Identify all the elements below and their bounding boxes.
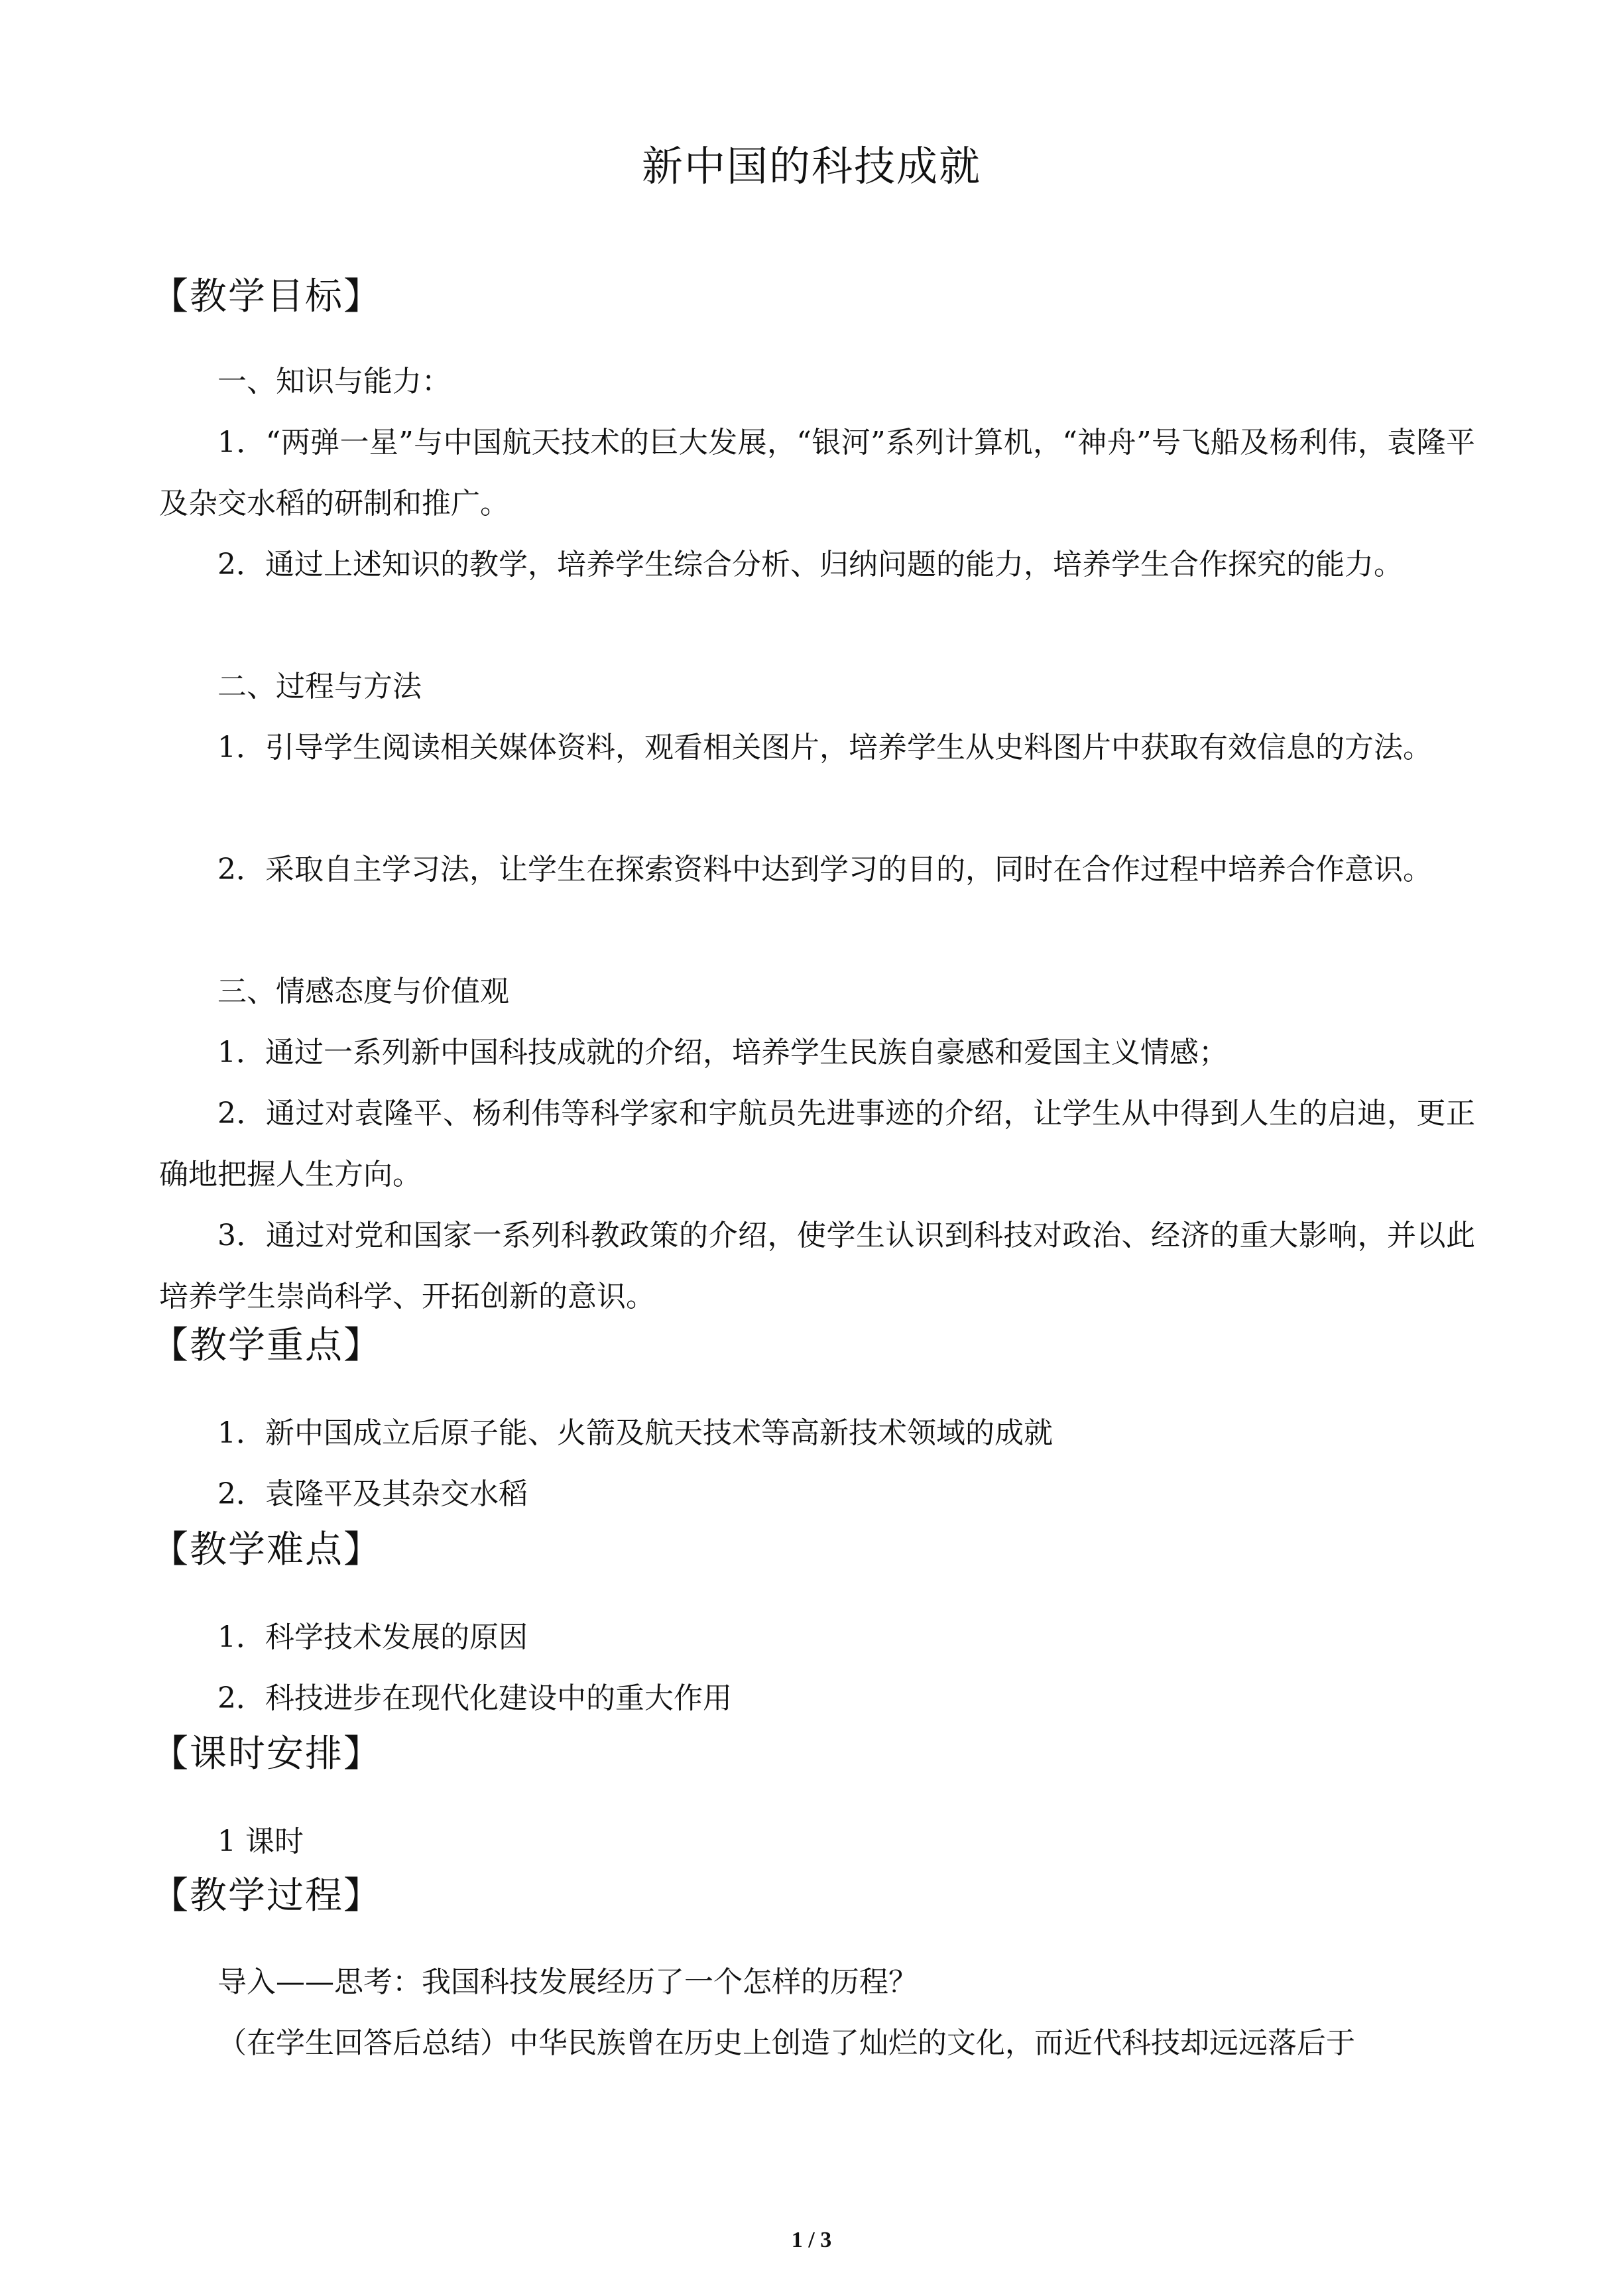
paragraph: 2．袁隆平及其杂交水稻 [217,1477,528,1511]
paragraph: 1．科学技术发展的原因 [217,1620,528,1654]
paragraph: 一、知识与能力： [217,365,451,398]
paragraph: （在学生回答后总结）中华民族曾在历史上创造了灿烂的文化，而近代科技却远远落后于 [217,2026,1355,2060]
section-heading-process: 【教学过程】 [151,1874,382,1917]
paragraph: 二、过程与方法 [217,670,422,703]
paragraph: 2．科技进步在现代化建设中的重大作用 [217,1681,732,1715]
section-heading-objectives: 【教学目标】 [151,275,382,318]
paragraph: 1 课时 [217,1825,304,1858]
paragraph: 2．通过上述知识的教学，培养学生综合分析、归纳问题的能力，培养学生合作探究的能力。 [217,548,1403,581]
paragraph: 1．通过一系列新中国科技成就的介绍，培养学生民族自豪感和爱国主义情感； [217,1036,1228,1069]
paragraph: 2．通过对袁隆平、杨利伟等科学家和宇航员先进事迹的介绍，让学生从中得到人生的启迪，更正确地把握人生方向。 [159,1097,1475,1191]
paragraph: 1．新中国成立后原子能、火箭及航天技术等高新技术领域的成就 [217,1416,1053,1450]
paragraph: 2．采取自主学习法，让学生在探索资料中达到学习的目的，同时在合作过程中培养合作意识。 [217,853,1432,886]
paragraph: 1．“两弹一星”与中国航天技术的巨大发展，“银河”系列计算机，“神舟”号飞船及杨利伟，袁隆平及杂交水稻的研制和推广。 [159,426,1475,520]
section-heading-difficulties: 【教学难点】 [151,1528,382,1571]
page-number: 1 / 3 [791,2228,832,2252]
paragraph: 3．通过对党和国家一系列科教政策的介绍，使学生认识到科技对政治、经济的重大影响，并以此培养学生崇尚科学、开拓创新的意识。 [159,1219,1475,1313]
paragraph: 1．引导学生阅读相关媒体资料，观看相关图片，培养学生从史料图片中获取有效信息的方法。 [217,731,1432,764]
document-title: 新中国的科技成就 [641,142,981,190]
section-heading-schedule: 【课时安排】 [151,1732,382,1776]
paragraph: 导入——思考：我国科技发展经历了一个怎样的历程？ [217,1965,918,1999]
paragraph: 三、情感态度与价值观 [217,975,509,1008]
section-heading-key-points: 【教学重点】 [151,1324,382,1367]
